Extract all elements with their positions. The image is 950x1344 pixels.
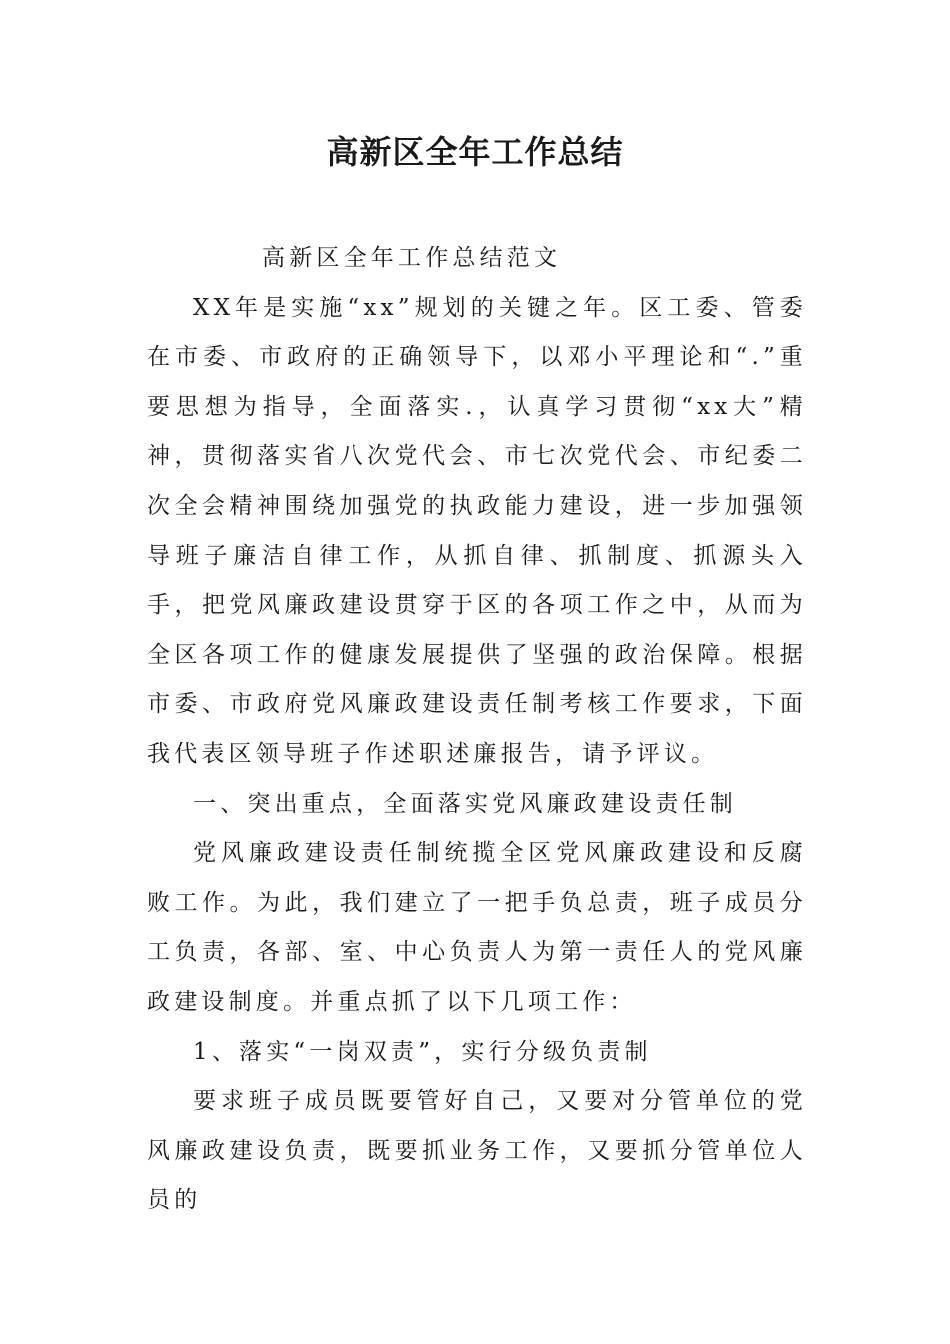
subsection-heading: 1、落实“一岗双责”，实行分级负责制 bbox=[193, 1038, 652, 1065]
section-heading: 一、突出重点，全面落实党风廉政建设责任制 bbox=[193, 790, 737, 817]
document-title: 高新区全年工作总结 bbox=[326, 133, 624, 171]
document-body bbox=[147, 234, 807, 1226]
paragraph-intro: XX年是实施“xx”规划的关键之年。区工委、管委在市委、市政府的正确领导下，以邓小平理论和“.”重要思想为指导，全面落实.，认真学习贯彻“xx大”精神，贯彻落实省八次党代会、市七次党代会、市纪委二次全会精神围绕加强党的执政能力建设，进一步加强领导班子廉洁自律工作，从抓自律、抓制度、抓源头入手，把党风廉政建设贯穿于区的各项工作之中，从而为全区各项工作的健康发展提供了坚强的政治保障。根据市委、市政府党风廉政建设责任制考核工作要求，下面我代表区领导班子作述职述廉报告，请予评议。 bbox=[147, 294, 807, 767]
paragraph-requirements: 要求班子成员既要管好自己，又要对分管单位的党风廉政建设负责，既要抓业务工作，又要抓分管单位人员的 bbox=[147, 1088, 807, 1214]
document-subtitle: 高新区全年工作总结范文 bbox=[262, 245, 562, 271]
paragraph-responsibility: 党风廉政建设责任制统揽全区党风廉政建设和反腐败工作。为此，我们建立了一把手负总责，班子成员分工负责，各部、室、中心负责人为第一责任人的党风廉政建设制度。并重点抓了以下几项工作： bbox=[147, 840, 807, 1015]
